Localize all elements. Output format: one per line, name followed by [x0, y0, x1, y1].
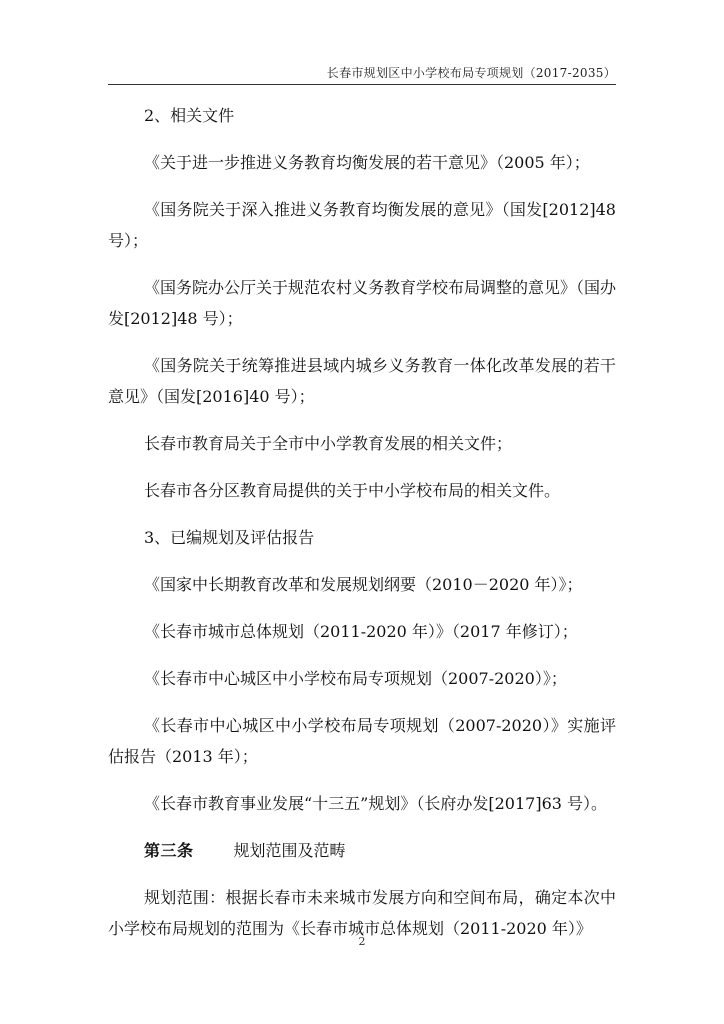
section-heading-plans-reports: 3、已编规划及评估报告: [144, 528, 315, 547]
reference-item: 《国家中长期教育改革和发展规划纲要（2010－2020 年）》；: [144, 575, 583, 594]
document-body: [108, 100, 616, 960]
article-title: 规划范围及范畴: [233, 841, 346, 860]
reference-item: 《长春市城市总体规划（2011-2020 年）》（2017 年修订）；: [144, 622, 578, 641]
page-header: [108, 64, 616, 84]
page-number: 2: [358, 935, 366, 948]
section-heading-related-documents: 2、相关文件: [144, 106, 235, 125]
reference-item: 长春市各分区教育局提供的关于中小学校布局的相关文件。: [144, 481, 561, 500]
reference-item: 《国务院关于统筹推进县域内城乡义务教育一体化改革发展的若干意见》（国发[2016]40 号）；: [108, 356, 616, 406]
reference-item: 《长春市中心城区中小学校布局专项规划（2007-2020）》实施评估报告（2013 年）；: [108, 716, 616, 766]
reference-item: 长春市教育局关于全市中小学教育发展的相关文件；: [144, 434, 513, 453]
reference-item: 《关于进一步推进义务教育均衡发展的若干意见》（2005 年）；: [144, 153, 590, 172]
article-number: 第三条: [144, 841, 194, 860]
reference-item: 《长春市教育事业发展“十三五”规划》（长府办发[2017]63 号）。: [144, 794, 608, 813]
scope-paragraph: 规划范围：根据长春市未来城市发展方向和空间布局，确定本次中小学校布局规划的范围为《长春市城市总体规划（2011-2020 年）》: [108, 888, 616, 938]
article-heading: [108, 835, 616, 866]
reference-item: 《长春市中心城区中小学校布局专项规划（2007-2020）》；: [144, 669, 567, 688]
reference-item: 《国务院办公厅关于规范农村义务教育学校布局调整的意见》（国办发[2012]48 号）；: [108, 278, 617, 328]
reference-item: 《国务院关于深入推进义务教育均衡发展的意见》（国发[2012]48 号）；: [108, 200, 616, 250]
header-rule: [108, 84, 616, 85]
header-title: 长春市规划区中小学校布局专项规划（2017-2035）: [326, 66, 616, 80]
